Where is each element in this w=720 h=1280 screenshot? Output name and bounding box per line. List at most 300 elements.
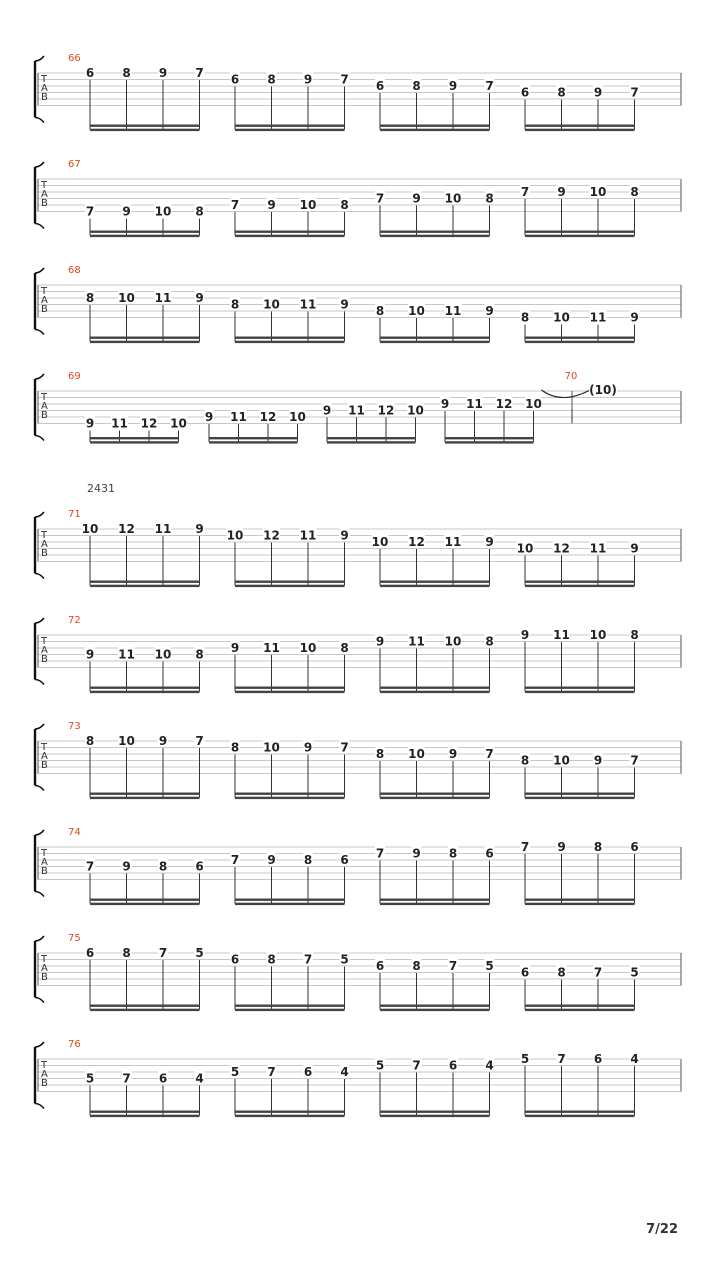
beam-secondary [90, 341, 200, 343]
fret-number: 6 [195, 859, 204, 874]
fret-number: 7 [85, 859, 95, 874]
fret-number: 5 [375, 1058, 385, 1073]
fret-number: 7 [267, 1065, 276, 1079]
fret-number: 12 [263, 528, 280, 543]
fret-number: 12 [495, 397, 513, 411]
beam-secondary [235, 1115, 345, 1117]
fret-number: 6 [520, 965, 530, 980]
bar-number: 67 [68, 159, 81, 170]
fret-number: 7 [593, 965, 603, 980]
beam-secondary [525, 1009, 635, 1011]
fret-number: 12 [140, 416, 158, 431]
fret-number: 9 [557, 840, 566, 854]
beam-secondary [90, 441, 179, 443]
beam-primary [380, 899, 490, 901]
tab-clef-letter: T [41, 74, 48, 85]
fret-number: 9 [230, 641, 240, 655]
fret-number: 10 [299, 198, 317, 212]
fret-number: 7 [195, 66, 204, 80]
fret-number: 7 [230, 198, 240, 212]
beam-secondary [90, 903, 200, 905]
fret-number: 8 [630, 628, 639, 642]
beam-secondary [327, 441, 416, 443]
fret-number: 8 [85, 734, 95, 748]
beam-primary [235, 687, 345, 689]
tab-clef-letter: B [41, 92, 48, 103]
beam-primary [90, 337, 200, 339]
fret-number: 10 [154, 204, 172, 219]
beam-secondary [380, 1009, 490, 1011]
beam-secondary [445, 441, 534, 443]
beam-primary [380, 687, 490, 689]
fret-number: 9 [122, 204, 131, 219]
fret-number: 9 [195, 522, 204, 536]
fret-number: 4 [340, 1065, 349, 1079]
tab-clef-letter: B [41, 198, 48, 209]
fret-number: 7 [375, 846, 385, 861]
tab-clef-letter: A [41, 83, 48, 94]
fret-number: 12 [553, 541, 570, 556]
beam-secondary [90, 129, 200, 131]
fret-number: 5 [520, 1052, 530, 1066]
fret-number: 6 [375, 79, 385, 93]
fret-number: 9 [158, 734, 168, 748]
fret-number: 7 [448, 959, 458, 973]
fret-number: 6 [158, 1071, 168, 1086]
beam-primary [90, 231, 200, 233]
beam-primary [90, 899, 200, 901]
fret-number: 10 [589, 628, 607, 642]
fret-number: 8 [85, 291, 95, 305]
fret-number: 10 [553, 310, 570, 325]
beam-secondary [525, 585, 635, 587]
fret-number: 6 [593, 1052, 603, 1066]
beam-primary [525, 1111, 635, 1113]
fret-number: 11 [348, 403, 365, 418]
fret-number: 9 [448, 79, 458, 93]
system-bracket-hook-bottom [35, 436, 44, 441]
beam-primary [235, 793, 345, 795]
bar-number: 68 [68, 265, 81, 276]
fret-number: 10 [444, 634, 462, 649]
fret-number: 4 [485, 1058, 494, 1073]
beam-secondary [235, 585, 345, 587]
fret-number: 6 [230, 72, 240, 87]
fret-number: 7 [630, 753, 639, 768]
system-bracket-hook-top [35, 162, 44, 167]
beam-secondary [380, 691, 490, 693]
fret-number: 11 [408, 634, 425, 649]
beam-secondary [525, 341, 635, 343]
fret-number: 7 [122, 1071, 131, 1086]
tab-clef-letter: B [41, 760, 48, 771]
beam-secondary [209, 441, 298, 443]
fret-number: 9 [85, 647, 95, 662]
tab-clef-letter: A [41, 295, 48, 306]
beam-primary [525, 899, 635, 901]
fret-number: 11 [444, 535, 462, 549]
fret-number: 10 [589, 185, 607, 199]
fret-number: 9 [267, 198, 276, 212]
beam-secondary [235, 1009, 345, 1011]
fret-number: 8 [267, 72, 276, 87]
fret-number: 9 [630, 541, 639, 556]
system-bracket-hook-bottom [35, 330, 44, 335]
fret-number: 6 [630, 840, 639, 854]
beam-primary [380, 793, 490, 795]
fret-number: 6 [230, 952, 240, 967]
fret-number: 6 [85, 66, 95, 80]
fret-number: 11 [589, 541, 607, 556]
fret-number: 10 [263, 740, 280, 755]
beam-secondary [525, 129, 635, 131]
tab-clef-letter: B [41, 866, 48, 877]
beam-secondary [525, 797, 635, 799]
bar-number: 72 [68, 615, 81, 626]
fret-number: 11 [111, 416, 128, 431]
fret-number: 6 [485, 846, 494, 861]
fret-number: 8 [448, 846, 458, 861]
system-bracket-hook-top [35, 56, 44, 61]
fret-number: 8 [158, 859, 168, 874]
fret-number: 7 [412, 1058, 421, 1073]
annotation-text: 2431 [87, 482, 115, 495]
fret-number: 7 [520, 185, 530, 199]
fret-number: 7 [557, 1052, 566, 1066]
beam-primary [525, 231, 635, 233]
fret-number: 11 [263, 641, 280, 655]
fret-number: 8 [412, 959, 421, 973]
tab-clef-letter: T [41, 1060, 48, 1071]
fret-number: 7 [375, 191, 385, 206]
fret-number: 7 [485, 747, 494, 761]
beam-primary [235, 337, 345, 339]
fret-number: 5 [340, 952, 349, 967]
tied-fret-number: (10) [589, 383, 617, 397]
page-number: 7/22 [646, 1222, 678, 1237]
fret-number: 5 [85, 1071, 95, 1086]
system-bracket-hook-bottom [35, 1104, 44, 1109]
system-bracket-hook-top [35, 268, 44, 273]
fret-number: 6 [448, 1058, 458, 1073]
fret-number: 8 [303, 853, 313, 867]
bar-number: 73 [68, 721, 81, 732]
fret-number: 5 [630, 965, 639, 980]
fret-number: 12 [259, 410, 277, 424]
tab-clef-letter: T [41, 286, 48, 297]
fret-number: 12 [118, 522, 135, 536]
tab-clef-letter: A [41, 645, 48, 656]
fret-number: 7 [630, 85, 639, 100]
fret-number: 8 [267, 952, 276, 967]
bar-number: 74 [68, 827, 81, 838]
beam-primary [90, 1111, 200, 1113]
beam-secondary [380, 341, 490, 343]
fret-number: 11 [466, 397, 483, 411]
fret-number: 12 [408, 535, 425, 549]
fret-number: 11 [553, 628, 570, 642]
bar-number: 75 [68, 933, 81, 944]
system-bracket-hook-top [35, 374, 44, 379]
beam-primary [380, 1111, 490, 1113]
fret-number: 10 [553, 753, 570, 768]
fret-number: 9 [485, 304, 494, 318]
beam-primary [235, 899, 345, 901]
fret-number: 10 [263, 297, 280, 312]
fret-number: 8 [375, 747, 385, 761]
beam-secondary [90, 585, 200, 587]
bar-number: 70 [564, 371, 578, 382]
beam-primary [525, 125, 635, 127]
fret-number: 11 [118, 647, 135, 662]
fret-number: 9 [485, 535, 494, 549]
system-bracket-hook-bottom [35, 224, 44, 229]
beam-secondary [235, 903, 345, 905]
tab-clef-letter: T [41, 180, 48, 191]
fret-number: 7 [340, 72, 349, 87]
fret-number: 10 [516, 541, 534, 556]
tab-clef-letter: A [41, 1069, 48, 1080]
fret-number: 8 [340, 198, 349, 212]
fret-number: 8 [520, 310, 530, 325]
system-bracket-hook-top [35, 512, 44, 517]
beam-primary [380, 125, 490, 127]
fret-number: 6 [375, 959, 385, 973]
beam-primary [90, 1005, 200, 1007]
tab-clef-letter: B [41, 654, 48, 665]
system-bracket-hook-bottom [35, 786, 44, 791]
tab-clef-letter: B [41, 548, 48, 559]
fret-number: 10 [226, 528, 244, 543]
fret-number: 9 [340, 297, 349, 312]
system-bracket-hook-bottom [35, 892, 44, 897]
fret-number: 11 [154, 291, 172, 305]
fret-number: 6 [303, 1065, 313, 1079]
beam-primary [380, 581, 490, 583]
fret-number: 8 [230, 740, 240, 755]
fret-number: 10 [118, 734, 135, 748]
system-bracket-hook-bottom [35, 118, 44, 123]
beam-primary [445, 437, 534, 439]
tab-clef-letter: T [41, 392, 48, 403]
fret-number: 7 [158, 946, 168, 960]
fret-number: 5 [230, 1065, 240, 1079]
system-bracket-hook-bottom [35, 680, 44, 685]
beam-secondary [525, 235, 635, 237]
beam-primary [235, 231, 345, 233]
system-bracket-hook-top [35, 830, 44, 835]
fret-number: 7 [230, 853, 240, 867]
fret-number: 8 [230, 297, 240, 312]
fret-number: 8 [593, 840, 603, 854]
tab-clef-letter: A [41, 963, 48, 974]
beam-secondary [525, 903, 635, 905]
fret-number: 9 [412, 191, 421, 206]
fret-number: 9 [557, 185, 566, 199]
fret-number: 8 [520, 753, 530, 768]
fret-number: 9 [340, 528, 349, 543]
tab-clef-letter: B [41, 972, 48, 983]
fret-number: 10 [371, 535, 389, 549]
fret-number: 4 [630, 1052, 639, 1066]
beam-primary [90, 125, 200, 127]
tab-clef-letter: T [41, 636, 48, 647]
beam-primary [90, 581, 200, 583]
tab-clef-letter: T [41, 530, 48, 541]
system-bracket-hook-top [35, 1042, 44, 1047]
beam-primary [380, 337, 490, 339]
bar-number: 66 [68, 53, 81, 64]
fret-number: 9 [322, 403, 332, 418]
fret-number: 6 [520, 85, 530, 100]
system-bracket-hook-top [35, 724, 44, 729]
fret-number: 9 [204, 410, 214, 424]
fret-number: 10 [444, 191, 462, 206]
fret-number: 11 [444, 304, 462, 318]
fret-number: 8 [557, 85, 566, 100]
fret-number: 9 [375, 634, 385, 649]
fret-number: 8 [122, 66, 131, 80]
fret-number: 8 [340, 641, 349, 655]
fret-number: 8 [195, 204, 204, 219]
beam-primary [235, 581, 345, 583]
beam-secondary [380, 585, 490, 587]
fret-number: 9 [303, 740, 313, 755]
fret-number: 9 [448, 747, 458, 761]
fret-number: 11 [230, 410, 247, 424]
fret-number: 8 [412, 79, 421, 93]
tab-clef-letter: T [41, 848, 48, 859]
beam-secondary [380, 797, 490, 799]
fret-number: 4 [195, 1071, 204, 1086]
fret-number: 10 [407, 403, 424, 418]
tab-clef-letter: A [41, 539, 48, 550]
fret-number: 6 [85, 946, 95, 960]
fret-number: 10 [118, 291, 135, 305]
tab-clef-letter: A [41, 401, 48, 412]
beam-secondary [525, 691, 635, 693]
beam-secondary [90, 1115, 200, 1117]
beam-primary [90, 793, 200, 795]
fret-number: 8 [375, 304, 385, 318]
fret-number: 7 [85, 204, 95, 219]
beam-secondary [525, 1115, 635, 1117]
fret-number: 8 [485, 634, 494, 649]
beam-primary [525, 793, 635, 795]
beam-primary [380, 1005, 490, 1007]
fret-number: 10 [299, 641, 317, 655]
fret-number: 9 [520, 628, 530, 642]
bar-number: 69 [68, 371, 81, 382]
system-bracket-hook-top [35, 618, 44, 623]
fret-number: 9 [440, 397, 450, 411]
beam-secondary [380, 1115, 490, 1117]
fret-number: 8 [485, 191, 494, 206]
fret-number: 10 [289, 410, 306, 424]
fret-number: 7 [303, 952, 313, 967]
fret-number: 9 [158, 66, 168, 80]
fret-number: 7 [520, 840, 530, 854]
beam-secondary [90, 691, 200, 693]
fret-number: 11 [154, 522, 172, 536]
beam-primary [209, 437, 298, 439]
beam-primary [90, 687, 200, 689]
fret-number: 9 [195, 291, 204, 305]
fret-number: 8 [195, 647, 204, 662]
beam-secondary [235, 797, 345, 799]
fret-number: 10 [170, 416, 187, 431]
fret-number: 10 [408, 304, 425, 318]
fret-number: 9 [593, 85, 603, 100]
fret-number: 11 [299, 528, 317, 543]
fret-number: 9 [85, 416, 95, 431]
beam-primary [525, 1005, 635, 1007]
beam-primary [90, 437, 179, 439]
fret-number: 9 [122, 859, 131, 874]
fret-number: 7 [340, 740, 349, 755]
fret-number: 8 [630, 185, 639, 199]
tab-clef-letter: B [41, 410, 48, 421]
beam-secondary [235, 691, 345, 693]
beam-secondary [380, 903, 490, 905]
fret-number: 11 [589, 310, 607, 325]
system-bracket-hook-top [35, 936, 44, 941]
beam-secondary [235, 235, 345, 237]
tab-clef-letter: B [41, 304, 48, 315]
fret-number: 7 [195, 734, 204, 748]
system-bracket-hook-bottom [35, 998, 44, 1003]
beam-secondary [235, 129, 345, 131]
fret-number: 8 [122, 946, 131, 960]
beam-secondary [90, 235, 200, 237]
beam-primary [525, 687, 635, 689]
fret-number: 11 [299, 297, 317, 312]
fret-number: 5 [195, 946, 204, 960]
fret-number: 9 [412, 846, 421, 861]
beam-primary [525, 337, 635, 339]
beam-secondary [90, 797, 200, 799]
fret-number: 6 [340, 853, 349, 867]
fret-number: 10 [81, 522, 99, 536]
fret-number: 12 [377, 403, 395, 418]
beam-primary [380, 231, 490, 233]
fret-number: 9 [267, 853, 276, 867]
fret-number: 9 [593, 753, 603, 768]
tab-clef-letter: T [41, 954, 48, 965]
fret-number: 8 [557, 965, 566, 980]
beam-primary [235, 125, 345, 127]
beam-secondary [380, 235, 490, 237]
fret-number: 10 [154, 647, 172, 662]
fret-number: 10 [408, 747, 425, 761]
tab-clef-letter: A [41, 189, 48, 200]
fret-number: 10 [525, 397, 542, 411]
beam-secondary [380, 129, 490, 131]
system-bracket-hook-bottom [35, 574, 44, 579]
beam-primary [327, 437, 416, 439]
fret-number: 5 [485, 959, 494, 973]
tab-clef-letter: A [41, 751, 48, 762]
tab-clef-letter: T [41, 742, 48, 753]
beam-secondary [235, 341, 345, 343]
tab-clef-letter: B [41, 1078, 48, 1089]
beam-primary [525, 581, 635, 583]
beam-secondary [90, 1009, 200, 1011]
fret-number: 9 [630, 310, 639, 325]
bar-number: 76 [68, 1039, 81, 1050]
fret-number: 9 [303, 72, 313, 87]
tab-clef-letter: A [41, 857, 48, 868]
